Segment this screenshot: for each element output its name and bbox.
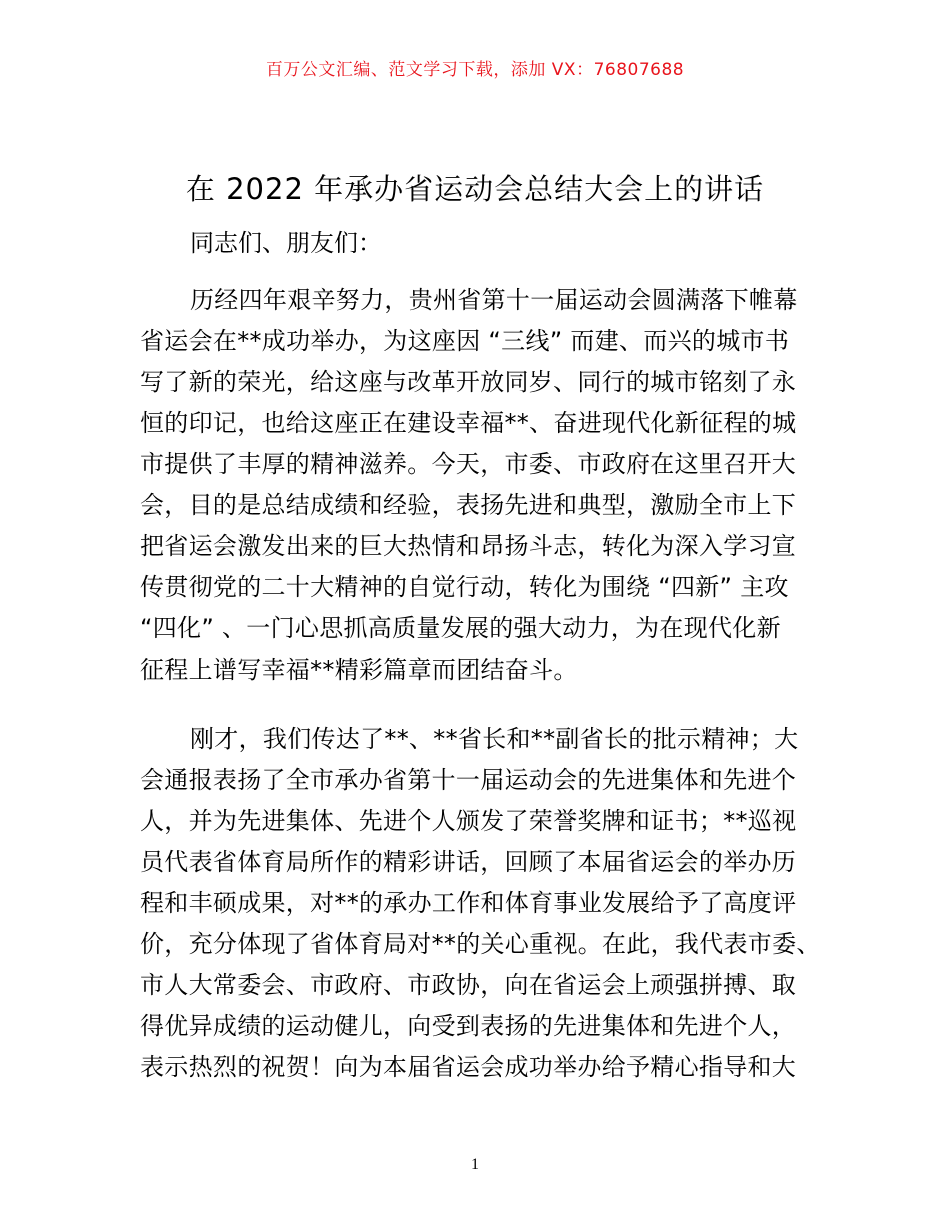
paragraph-1-line: 省运会在**成功举办，为这座因 “三线” 而建、而兴的城市书 bbox=[140, 327, 790, 355]
paragraph-1-line: 恒的印记，也给这座正在建设幸福**、奋进现代化新征程的城 bbox=[140, 409, 797, 437]
paragraph-2-line: 会通报表扬了全市承办省第十一届运动会的先进集体和先进个 bbox=[140, 766, 797, 794]
watermark-header: 百万公文汇编、范文学习下载，添加 VX：76807688 bbox=[265, 60, 685, 80]
paragraph-2-line: 表示热烈的祝贺！向为本届省运会成功举办给予精心指导和大 bbox=[140, 1053, 797, 1081]
salutation: 同志们、朋友们： bbox=[190, 229, 382, 257]
paragraph-2-line: 得优异成绩的运动健儿，向受到表扬的先进集体和先进个人， bbox=[140, 1012, 797, 1040]
paragraph-1-line: 把省运会激发出来的巨大热情和昂扬斗志，转化为深入学习宣 bbox=[140, 532, 797, 560]
paragraph-1-line: 写了新的荣光，给这座与改革开放同岁、同行的城市铭刻了永 bbox=[140, 368, 797, 396]
page-title: 在 2022 年承办省运动会总结大会上的讲话 bbox=[185, 172, 765, 206]
paragraph-1-line: 传贯彻党的二十大精神的自觉行动，转化为围绕 “四新” 主攻 bbox=[140, 573, 789, 601]
paragraph-2-line: 人，并为先进集体、先进个人颁发了荣誉奖牌和证书；**巡视 bbox=[140, 807, 797, 835]
paragraph-2-line: 价，充分体现了省体育局对**的关心重视。在此，我代表市委、 bbox=[140, 930, 821, 958]
paragraph-1-line: “四化” 、一门心思抓高质量发展的强大动力，为在现代化新 bbox=[140, 614, 781, 642]
paragraph-1-line: 会，目的是总结成绩和经验，表扬先进和典型，激励全市上下 bbox=[140, 491, 797, 519]
page-number: 1 bbox=[471, 1156, 479, 1173]
paragraph-1-line: 征程上谱写幸福**精彩篇章而团结奋斗。 bbox=[140, 656, 578, 684]
paragraph-1-line: 历经四年艰辛努力，贵州省第十一届运动会圆满落下帷幕 bbox=[190, 286, 798, 314]
paragraph-2-line: 员代表省体育局所作的精彩讲话，回顾了本届省运会的举办历 bbox=[140, 848, 797, 876]
paragraph-2-line: 刚才，我们传达了**、**省长和**副省长的批示精神；大 bbox=[190, 725, 799, 753]
paragraph-1-line: 市提供了丰厚的精神滋养。今天，市委、市政府在这里召开大 bbox=[140, 450, 797, 478]
paragraph-2-line: 市人大常委会、市政府、市政协，向在省运会上顽强拼搏、取 bbox=[140, 971, 797, 999]
paragraph-2-line: 程和丰硕成果，对**的承办工作和体育事业发展给予了高度评 bbox=[140, 889, 797, 917]
